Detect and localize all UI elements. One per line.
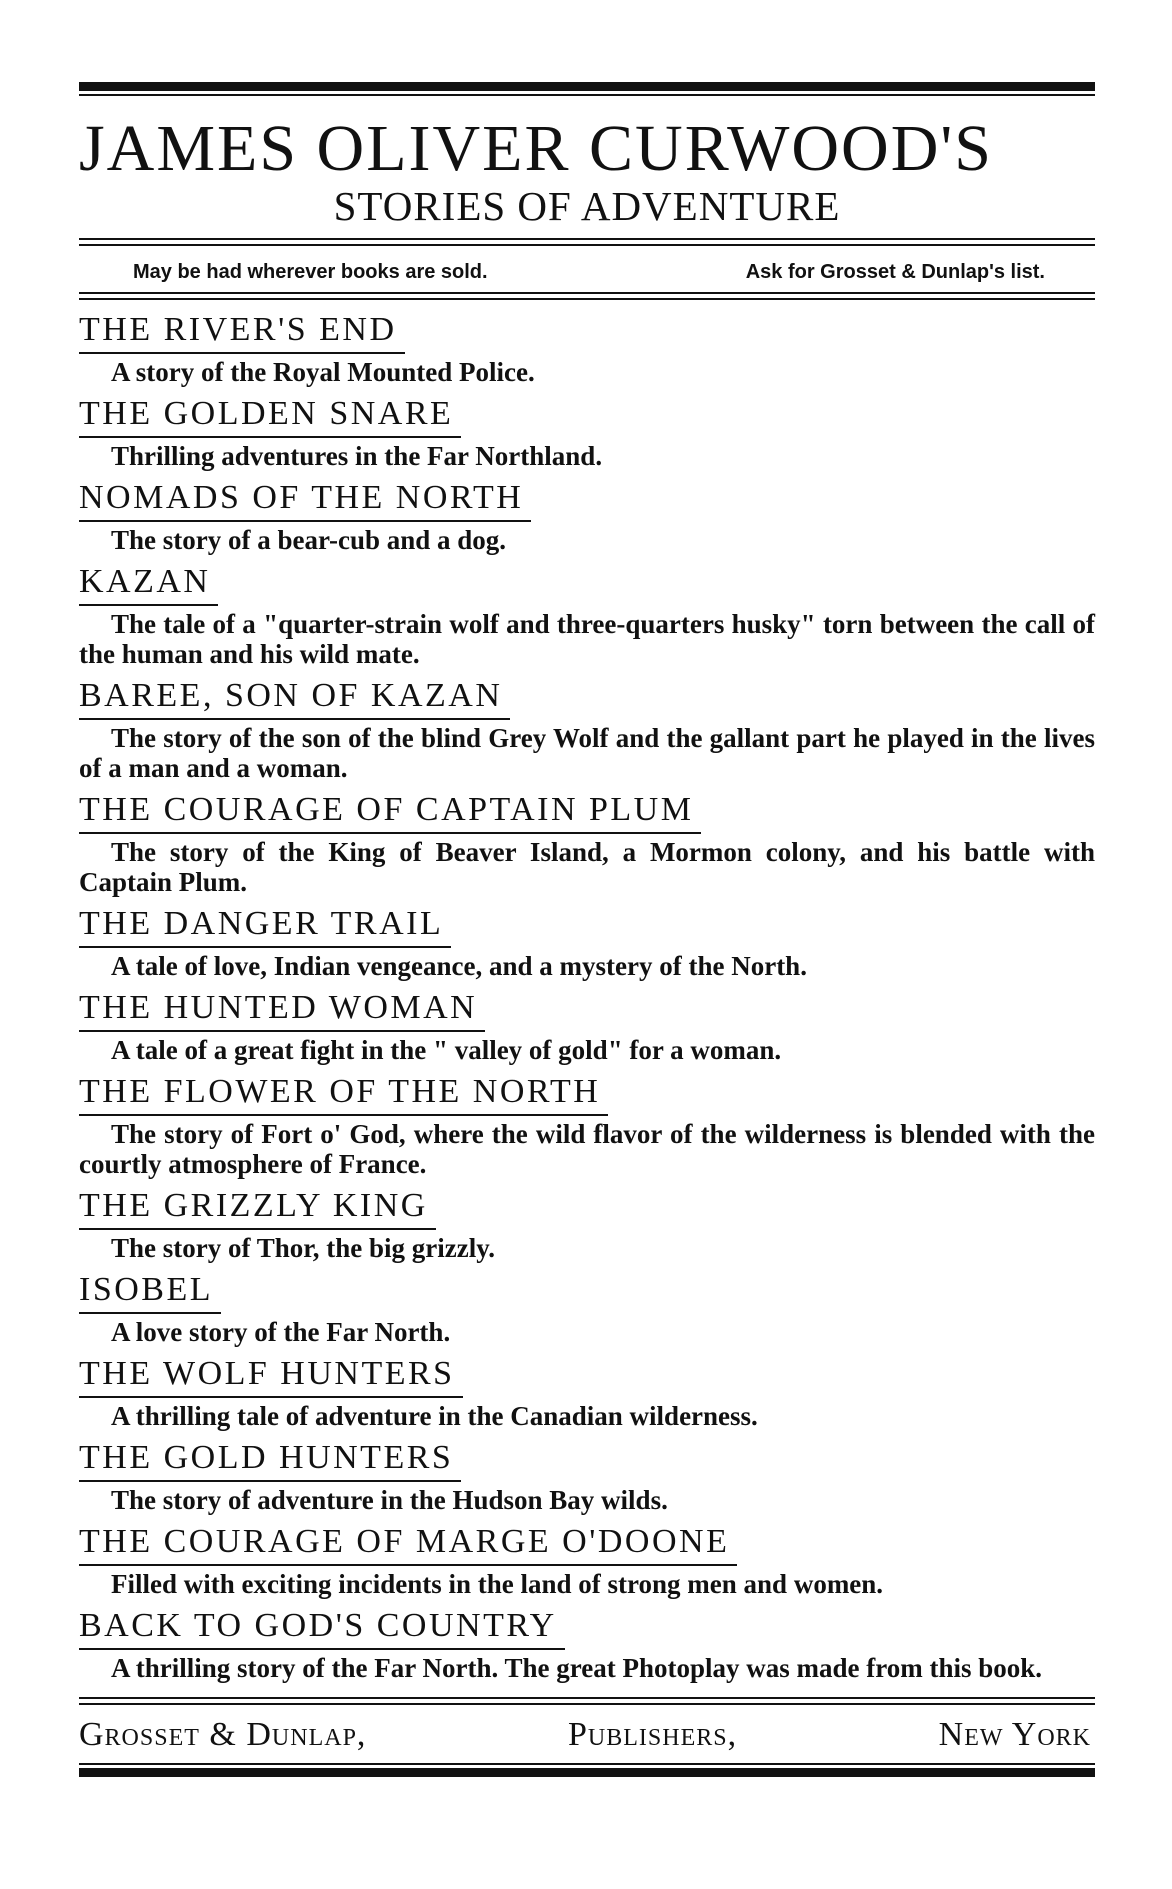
book-title: THE GOLD HUNTERS: [79, 1438, 461, 1482]
book-description: Filled with exciting incidents in the land of strong men and women.: [111, 1569, 884, 1599]
book-title: NOMADS OF THE NORTH: [79, 478, 531, 522]
book-entry: [79, 1354, 1095, 1431]
book-entry: [79, 1186, 1095, 1263]
book-description: A thrilling tale of adventure in the Canadian wilderness.: [111, 1401, 758, 1431]
book-entry: [79, 988, 1095, 1065]
top-thick-rule: [79, 82, 1095, 91]
book-list: [79, 310, 1095, 1683]
top-thin-rule: [79, 94, 1095, 96]
book-title: BACK TO GOD'S COUNTRY: [79, 1606, 565, 1650]
book-entry: [79, 1522, 1095, 1599]
book-entry: [79, 1270, 1095, 1347]
book-entry: [79, 1438, 1095, 1515]
publisher-role: Publishers,: [567, 1716, 738, 1753]
book-title: THE COURAGE OF CAPTAIN PLUM: [79, 790, 701, 834]
book-description: A tale of a great fight in the " valley of gold" for a woman.: [111, 1035, 782, 1065]
book-title: THE FLOWER OF THE NORTH: [79, 1072, 608, 1116]
book-description: The story of a bear-cub and a dog.: [111, 525, 507, 555]
book-entry: [79, 1072, 1095, 1179]
notice-left: May be had wherever books are sold.: [133, 261, 488, 283]
book-title: THE WOLF HUNTERS: [79, 1354, 463, 1398]
book-description: A story of the Royal Mounted Police.: [111, 357, 535, 387]
notice-right: Ask for Grosset & Dunlap's list.: [745, 261, 1045, 283]
book-description: The story of the King of Beaver Island, a Mormon colony, and his battle with Captain Plum.: [79, 837, 1095, 897]
book-description: The story of adventure in the Hudson Bay wilds.: [111, 1485, 668, 1515]
book-title: THE GOLDEN SNARE: [79, 394, 461, 438]
book-description: The story of Thor, the big grizzly.: [111, 1233, 495, 1263]
page-subtitle: STORIES OF ADVENTURE: [333, 183, 841, 229]
publisher-city: New York: [938, 1716, 1091, 1753]
publisher-name: Grosset & Dunlap,: [79, 1716, 367, 1753]
book-entry: [79, 676, 1095, 783]
book-description: A tale of love, Indian vengeance, and a mystery of the North.: [111, 951, 807, 981]
book-entry: [79, 1606, 1095, 1683]
book-entry: [79, 478, 1095, 555]
book-description: The tale of a "quarter-strain wolf and three-quarters husky" torn between the call of the human and his wild mate.: [79, 609, 1095, 669]
book-entry: [79, 310, 1095, 387]
book-description: The story of the son of the blind Grey Wolf and the gallant part he played in the lives of a man and a woman.: [79, 723, 1095, 783]
advertisement-page: [79, 82, 1095, 1777]
book-title: THE DANGER TRAIL: [79, 904, 451, 948]
book-title: ISOBEL: [79, 1270, 221, 1314]
book-entry: [79, 790, 1095, 897]
book-title: THE COURAGE OF MARGE O'DOONE: [79, 1522, 737, 1566]
book-entry: [79, 562, 1095, 669]
book-title: THE GRIZZLY KING: [79, 1186, 436, 1230]
book-title: KAZAN: [79, 562, 218, 606]
book-entry: [79, 904, 1095, 981]
book-title: THE RIVER'S END: [79, 310, 405, 354]
bottom-thick-rule: [79, 1768, 1095, 1777]
book-description: A thrilling story of the Far North. The great Photoplay was made from this book.: [111, 1653, 1042, 1683]
availability-notice: [79, 246, 1095, 292]
page-title: JAMES OLIVER CURWOOD'S: [79, 112, 993, 185]
book-description: The story of Fort o' God, where the wild flavor of the wilderness is blended with the courtly atmosphere of France.: [79, 1119, 1095, 1179]
book-title: THE HUNTED WOMAN: [79, 988, 485, 1032]
book-description: Thrilling adventures in the Far Northland.: [111, 441, 603, 471]
notice-rule-b: [79, 298, 1095, 300]
book-description: A love story of the Far North.: [111, 1317, 451, 1347]
book-entry: [79, 394, 1095, 471]
book-title: BAREE, SON OF KAZAN: [79, 676, 510, 720]
publisher-footer: [79, 1705, 1095, 1763]
